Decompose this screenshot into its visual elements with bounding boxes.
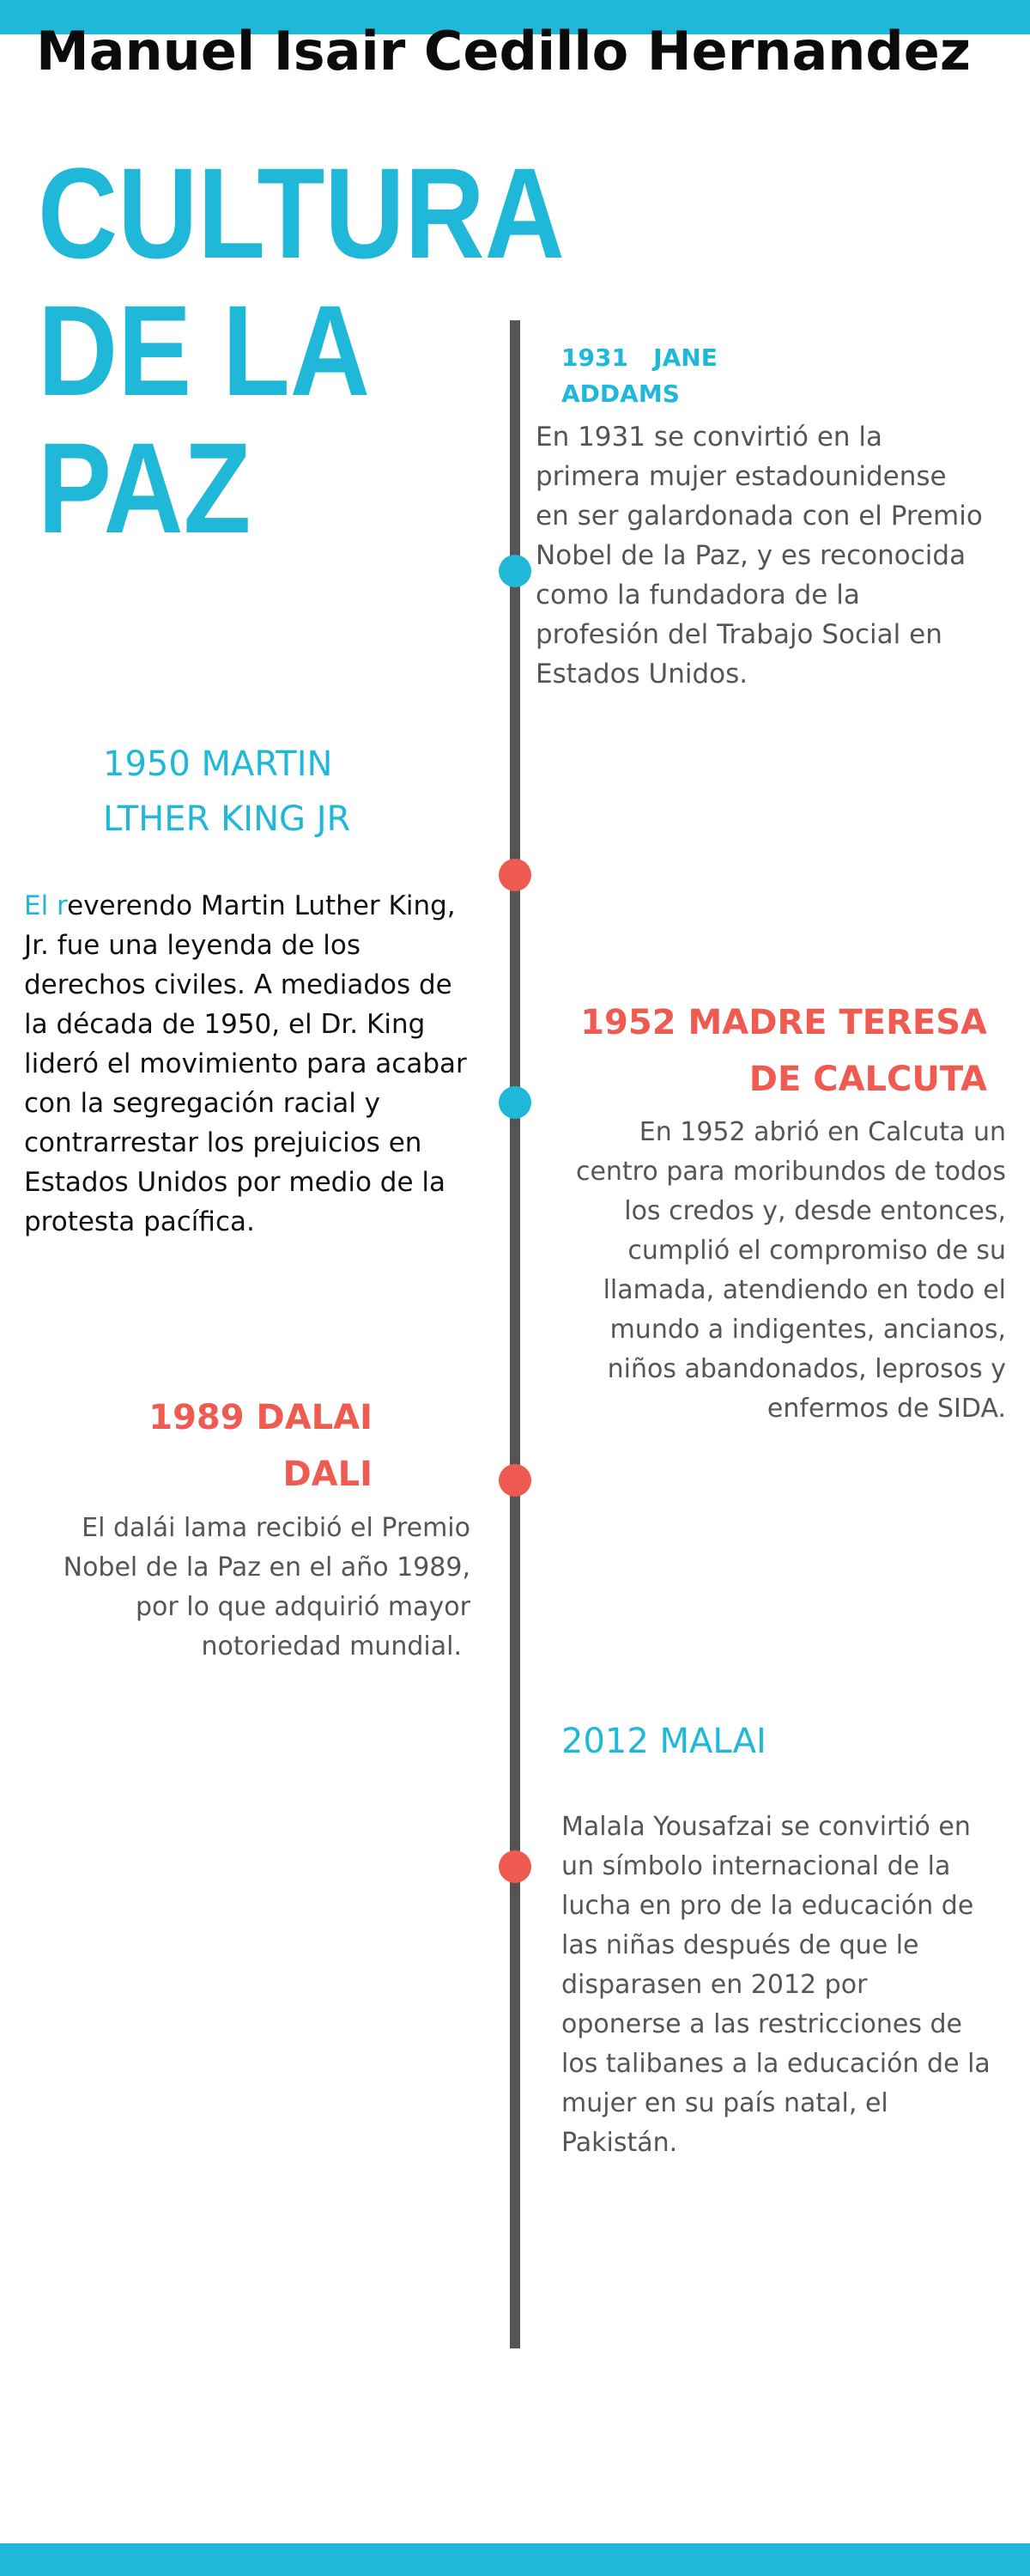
title-line: CULTURA bbox=[38, 141, 565, 285]
body-accent-text: El r bbox=[24, 890, 68, 921]
body-line: centro para moribundos de todos bbox=[575, 1157, 1006, 1187]
body-line: lideró el movimiento para acabar bbox=[24, 1048, 467, 1079]
heading-line: ADDAMS bbox=[561, 380, 680, 408]
heading-line: 2012 MALAI bbox=[561, 1722, 766, 1761]
body-line: cumplió el compromiso de su bbox=[627, 1236, 1006, 1266]
body-line: notoriedad mundial. bbox=[201, 1631, 462, 1662]
heading-line: 1950 MARTIN bbox=[103, 744, 333, 784]
body-line: Estados Unidos. bbox=[536, 659, 748, 690]
event-body-2012 bbox=[561, 1807, 991, 2163]
body-line: llamada, atendiendo en todo el bbox=[603, 1275, 1006, 1305]
heading-line: 1931 JANE bbox=[561, 343, 718, 372]
title-line: PAZ bbox=[38, 416, 251, 560]
bottom-accent-bar bbox=[0, 2543, 1030, 2576]
timeline-dot-2012 bbox=[499, 1850, 531, 1883]
body-line: mujer en su país natal, el bbox=[561, 2088, 888, 2118]
body-line: Nobel de la Paz en el año 1989, bbox=[63, 1552, 470, 1583]
event-heading-1950 bbox=[103, 737, 350, 847]
heading-line: DALI bbox=[282, 1455, 373, 1494]
body-line: como la fundadora de la bbox=[536, 580, 860, 611]
body-line: con la segregación racial y bbox=[24, 1088, 381, 1119]
body-line: protesta pacífica. bbox=[24, 1206, 255, 1237]
event-heading-1989 bbox=[86, 1389, 373, 1503]
event-heading-2012 bbox=[561, 1714, 766, 1769]
event-heading-1952 bbox=[549, 994, 987, 1108]
body-line: los credos y, desde entonces, bbox=[624, 1196, 1006, 1226]
heading-line: 1952 MADRE TERESA bbox=[580, 1003, 987, 1042]
body-line: Pakistán. bbox=[561, 2128, 678, 2158]
body-line: la década de 1950, el Dr. King bbox=[24, 1009, 426, 1040]
body-line: El dalái lama recibió el Premio bbox=[82, 1513, 470, 1543]
body-line: Malala Yousafzai se convirtió en bbox=[561, 1812, 971, 1842]
body-line: los talibanes a la educación de la bbox=[561, 2049, 991, 2079]
author-name: Manuel Isair Cedillo Hernandez bbox=[36, 20, 971, 82]
body-line: derechos civiles. A mediados de bbox=[24, 969, 452, 1000]
body-line: Estados Unidos por medio de la bbox=[24, 1167, 445, 1198]
body-line: enfermos de SIDA. bbox=[766, 1394, 1006, 1424]
heading-line: 1989 DALAI bbox=[148, 1398, 373, 1437]
body-line: lucha en pro de la educación de bbox=[561, 1891, 974, 1921]
body-line: niños abandonados, leprosos y bbox=[607, 1354, 1006, 1384]
event-body-1952 bbox=[532, 1113, 1006, 1429]
body-line: oponerse a las restricciones de bbox=[561, 2009, 962, 2039]
body-line: Jr. fue una leyenda de los bbox=[24, 930, 360, 961]
body-line: las niñas después de que le bbox=[561, 1930, 919, 1960]
body-line: disparasen en 2012 por bbox=[561, 1970, 868, 2000]
body-line: primera mujer estadounidense bbox=[536, 461, 947, 492]
timeline-dot-1931 bbox=[499, 555, 531, 587]
body-line: mundo a indigentes, ancianos, bbox=[609, 1315, 1006, 1345]
page-title bbox=[38, 141, 565, 560]
body-line: Nobel de la Paz, y es reconocida bbox=[536, 540, 966, 571]
body-line: por lo que adquirió mayor bbox=[136, 1592, 470, 1622]
timeline-line bbox=[510, 320, 520, 2348]
event-heading-1931 bbox=[561, 340, 718, 412]
timeline-dot-1952 bbox=[499, 1086, 531, 1119]
body-line: contrarrestar los prejuicios en bbox=[24, 1127, 422, 1158]
event-body-1989 bbox=[34, 1509, 470, 1667]
timeline-dot-1989 bbox=[499, 1464, 531, 1497]
body-text: everendo Martin Luther King, bbox=[67, 890, 456, 921]
heading-line: DE CALCUTA bbox=[748, 1060, 987, 1099]
event-body-1950 bbox=[24, 886, 467, 1242]
timeline-dot-1950 bbox=[499, 859, 531, 891]
body-line: profesión del Trabajo Social en bbox=[536, 619, 942, 650]
heading-line: LTHER KING JR bbox=[103, 799, 351, 839]
body-line: en ser galardonada con el Premio bbox=[536, 501, 983, 532]
event-body-1931 bbox=[536, 417, 983, 694]
body-line bbox=[24, 886, 467, 926]
body-line: En 1931 se convirtió en la bbox=[536, 422, 883, 453]
title-line: DE LA bbox=[38, 278, 370, 422]
body-line: En 1952 abrió en Calcuta un bbox=[639, 1117, 1006, 1147]
body-line: un símbolo internacional de la bbox=[561, 1851, 951, 1881]
